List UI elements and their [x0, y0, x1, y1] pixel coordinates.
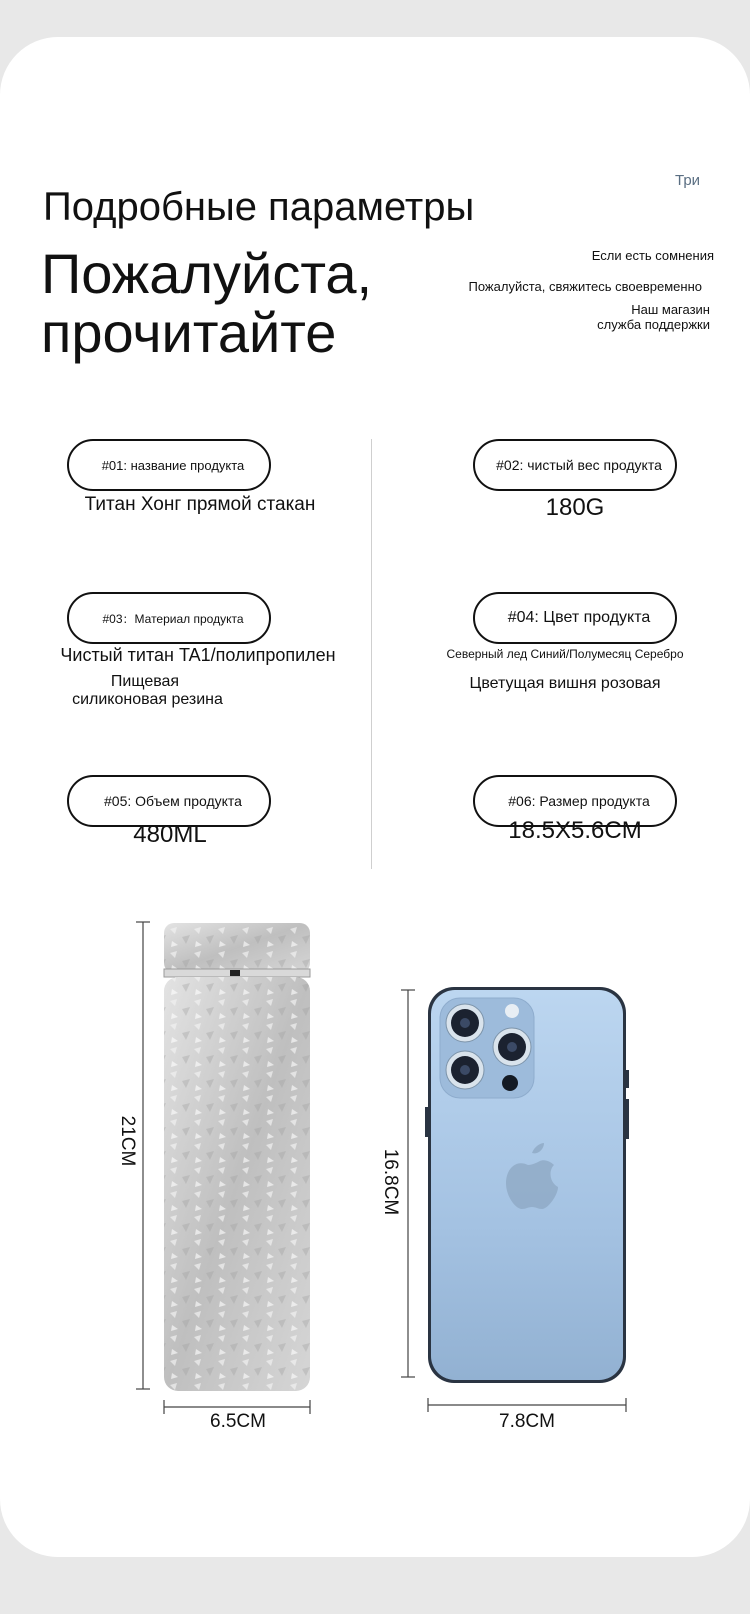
param-value-06: 18.5X5.6CM	[508, 817, 642, 844]
phone-width-label: 7.8CM	[499, 1411, 555, 1432]
header-tag: Три	[675, 172, 701, 189]
param-value-03-line3: силиконовая резина	[72, 691, 223, 708]
page-subtitle: Подробные параметры	[43, 185, 475, 229]
phone-width-dimension	[428, 1398, 626, 1412]
param-label-05: #05: Объем продукта	[104, 793, 242, 809]
param-value-05: 480ML	[133, 821, 207, 848]
size-comparison-illustration	[0, 37, 750, 1557]
note-line-1: Если есть сомнения	[591, 248, 714, 263]
note-line-2: Пожалуйста, свяжитесь своевременно	[468, 279, 702, 294]
page-title-line1: Пожалуйста,	[41, 242, 373, 305]
page-title-line2: прочитайте	[41, 301, 337, 364]
phone-height-label: 16.8CM	[380, 1148, 401, 1216]
param-value-01: Титан Хонг прямой стакан	[84, 494, 316, 515]
param-label-01: #01: название продукта	[101, 457, 245, 473]
param-label-06: #06: Размер продукта	[508, 793, 650, 809]
product-parameters-card	[0, 37, 750, 1557]
bottle-width-label: 6.5CM	[210, 1411, 266, 1432]
param-value-02: 180G	[545, 494, 605, 521]
note-line-3: Наш магазин	[631, 302, 710, 317]
phone-height-dimension	[401, 990, 415, 1377]
param-label-04: #04: Цвет продукта	[507, 609, 651, 626]
param-value-04-line2: Цветущая вишня розовая	[469, 675, 661, 692]
param-label-02: #02: чистый вес продукта	[496, 457, 662, 473]
param-value-04-line1: Северный лед Синий/Полумесяц Серебро	[446, 647, 684, 661]
param-value-03-line1: Чистый титан TA1/полипропилен	[60, 645, 336, 665]
param-value-03-line2: Пищевая	[110, 673, 180, 690]
bottle-height-label: 21CM	[117, 1115, 138, 1167]
note-line-4: служба поддержки	[597, 317, 710, 332]
param-label-03: #03：Материал продукта	[102, 611, 244, 626]
phone-image	[425, 987, 629, 1383]
titanium-bottle-image	[164, 923, 310, 1391]
